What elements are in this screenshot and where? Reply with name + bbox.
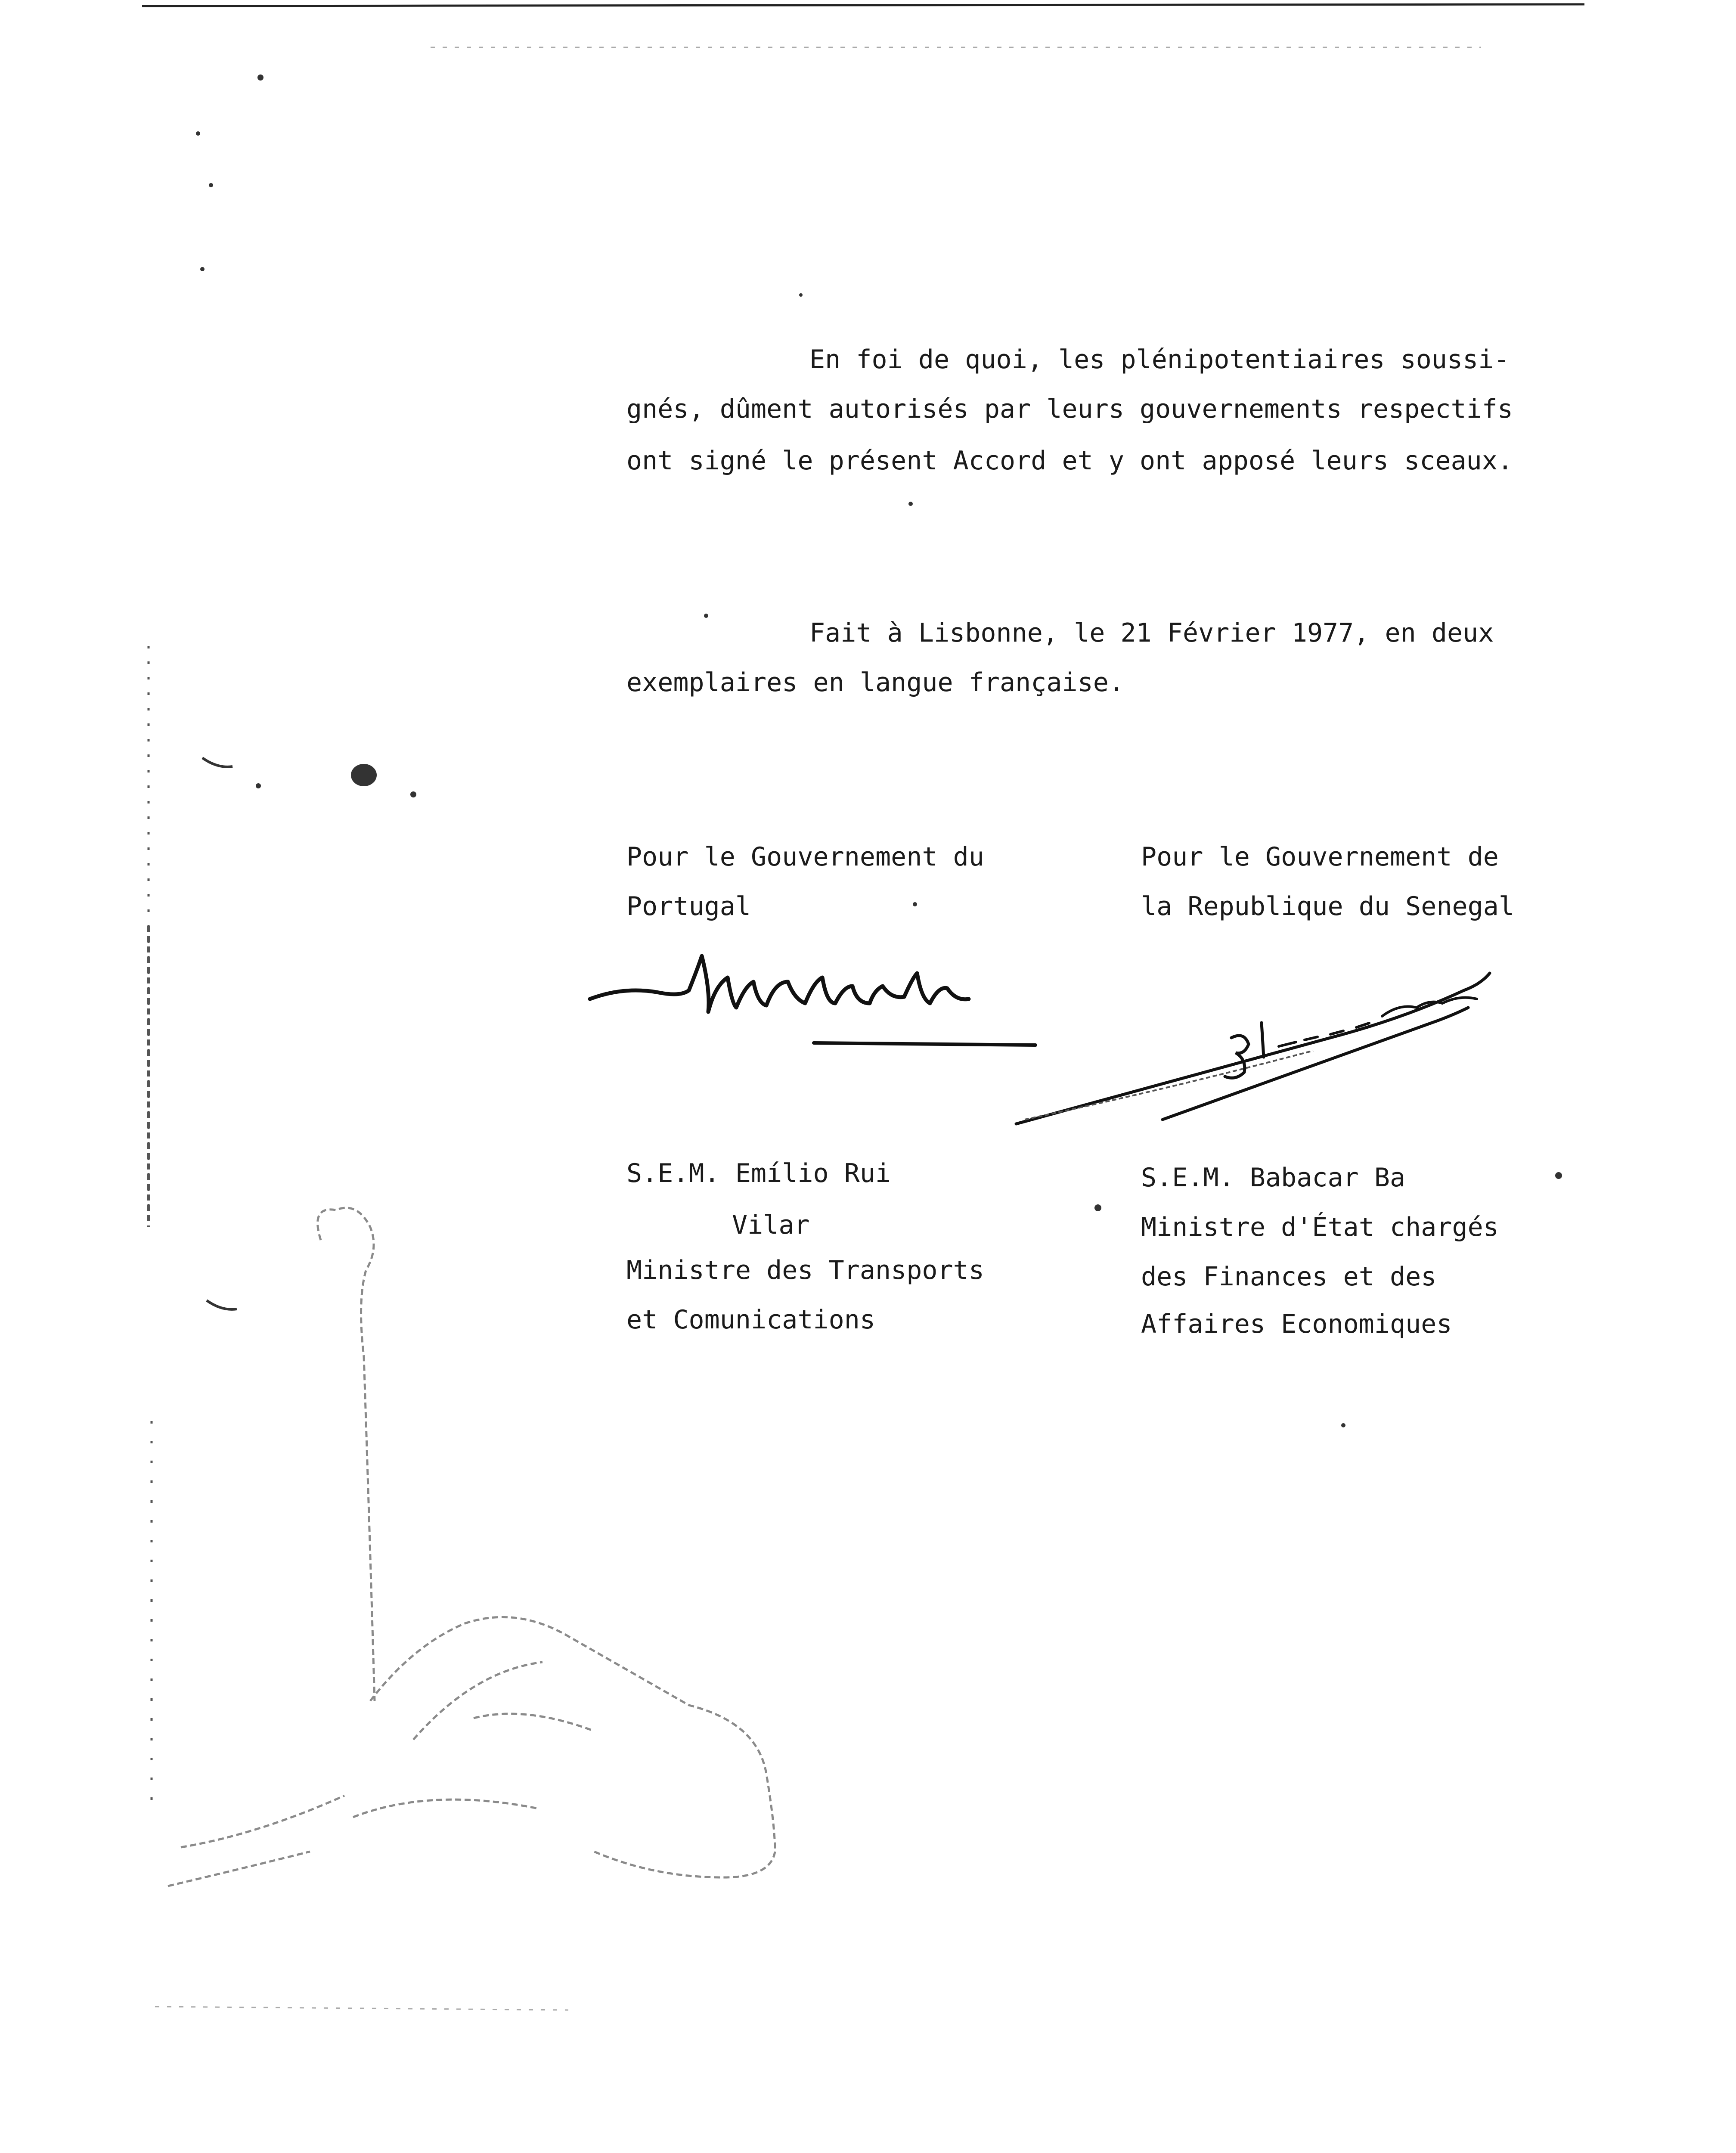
senegal-name-line-1: S.E.M. Babacar Ba (1141, 1163, 1406, 1193)
portugal-signature (573, 939, 1068, 1068)
margin-arcs (202, 758, 237, 1309)
left-margin-specks (149, 646, 152, 1809)
ink-blot (351, 764, 377, 786)
portugal-title-line-1: Ministre des Transports (626, 1255, 984, 1285)
done-at-line-2: exemplaires en langue française. (626, 667, 1124, 698)
senegal-title-line-1: Ministre d'État chargés (1141, 1212, 1499, 1242)
portugal-title-line-2: et Comunications (626, 1305, 875, 1335)
portugal-heading-line-2: Portugal (626, 891, 751, 921)
senegal-title-line-2: des Finances et des (1141, 1262, 1437, 1292)
portugal-name-line-1: S.E.M. Emílio Rui (626, 1158, 891, 1188)
portugal-name-line-2: Vilar (732, 1210, 810, 1240)
done-at-line-1: Fait à Lisbonne, le 21 Février 1977, en deux (809, 618, 1494, 648)
closing-line-2: gnés, dûment autorisés par leurs gouvernements respectifs (626, 394, 1513, 424)
closing-line-1: En foi de quoi, les plénipotentiaires soussi- (809, 344, 1510, 375)
portugal-heading-line-1: Pour le Gouvernement du (626, 842, 984, 872)
closing-line-3: ont signé le présent Accord et y ont apposé leurs sceaux. (626, 446, 1513, 476)
senegal-signature (1003, 939, 1541, 1137)
senegal-heading-line-2: la Republique du Senegal (1141, 891, 1514, 921)
senegal-heading-line-1: Pour le Gouvernement de (1141, 842, 1499, 872)
top-border-line (142, 4, 1584, 6)
senegal-title-line-3: Affaires Economiques (1141, 1309, 1452, 1339)
